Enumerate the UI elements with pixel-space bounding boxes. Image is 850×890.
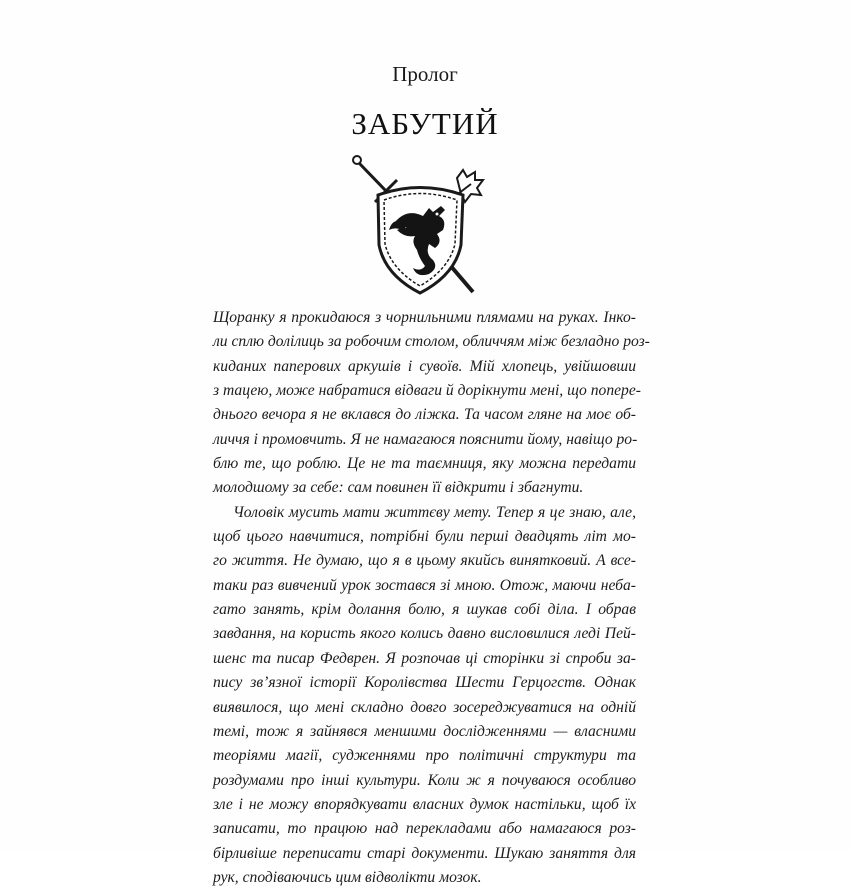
- body-text: [213, 306, 650, 890]
- text-line: го життя. Не думаю, що я в цьому якийсь винятковий. А все-: [213, 552, 636, 570]
- text-line: ли сплю долілиць за робочим столом, обличчям між безладно роз-: [213, 333, 650, 351]
- text-line: завдання, на користь якого колись давно висловилися леді Пей-: [213, 625, 636, 643]
- text-line: бірливіше переписати старі документи. Шукаю заняття для: [213, 844, 636, 862]
- chapter-label: Пролог: [392, 62, 458, 86]
- text-line: темі, тож я зайнявся меншими дослідженнями — власними: [213, 722, 636, 740]
- text-line: виявилося, що мені складно довго зосереджуватися на одній: [213, 698, 636, 716]
- paragraph-1: [213, 306, 650, 501]
- text-line: пису зв’язної історії Королівства Шести Герцогств. Однак: [213, 674, 636, 692]
- text-line: Чоловік мусить мати життєву мету. Тепер я це знаю, але,: [233, 503, 636, 521]
- text-line: блю те, що роблю. Це не та таємниця, яку можна передати: [213, 455, 636, 473]
- text-line: роздумами про інші культури. Коли ж я почуваюся особливо: [213, 771, 636, 789]
- chapter-title: ЗАБУТИЙ: [351, 106, 499, 141]
- text-line: щоб цього навчитися, потрібні були перші двадцять літ мо-: [213, 528, 636, 546]
- paragraph-2: [213, 501, 636, 890]
- text-line: таки раз вивчений урок зостався зі мною. Отож, маючи неба-: [213, 576, 636, 594]
- text-line: гато занять, крім долання болю, я шукав собі діла. І обрав: [213, 601, 636, 619]
- text-line: личчя і промовчить. Я не намагаюся пояснити йому, навіщо ро-: [213, 430, 638, 448]
- text-line: теоріями магії, судженнями про політичні структури та: [213, 747, 636, 765]
- text-line: днього вечора я не вклався до ліжка. Та часом гляне на моє об-: [213, 406, 636, 424]
- text-line: рук, сподіваючись цим відволікти мозок.: [213, 868, 482, 886]
- text-line: з тацею, може набратися відваги й дорікнути мені, що попере-: [213, 382, 641, 400]
- shield-dragon-emblem-icon: [345, 150, 495, 300]
- text-line: зле і не можу впорядкувати власних думок настільки, щоб їх: [213, 795, 636, 813]
- text-line: записати, то працюю над перекладами або намагаюся роз-: [213, 820, 636, 838]
- text-line: молодшому за себе: сам повинен її відкрити і збагнути.: [213, 479, 584, 497]
- text-line: киданих паперових аркушів і сувоїв. Мій хлопець, увійшовши: [213, 357, 636, 375]
- text-line: шенс та писар Федврен. Я розпочав ці сторінки зі спроби за-: [213, 649, 636, 667]
- text-line: Щоранку я прокидаюся з чорнильними плямами на руках. Інко-: [213, 309, 636, 326]
